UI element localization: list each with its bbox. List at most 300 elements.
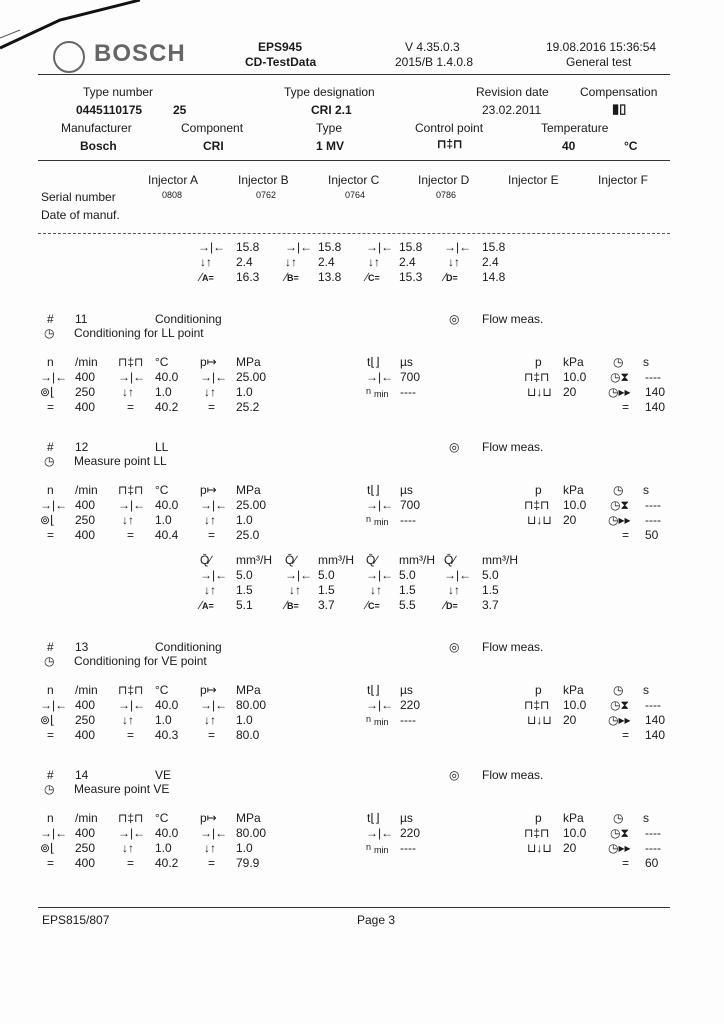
control-pressure-icon: ⊓‡⊓ (524, 370, 550, 384)
seconds-actual: 50 (645, 528, 659, 542)
temperature-value: 40 (562, 139, 576, 153)
speed-actual: 400 (75, 856, 96, 870)
speed-nominal: 400 (75, 698, 96, 712)
step-hash: # (47, 312, 54, 326)
pump-icon: ⊚⌊ (40, 385, 55, 399)
injector-letter: D= (446, 601, 458, 611)
injector-letter: A= (202, 601, 214, 611)
seconds-unit: s (643, 811, 649, 825)
summary-nominal-d: 15.8 (482, 240, 506, 254)
pulse-time-icon: t⌊⌋ (367, 683, 380, 697)
speed-unit: /min (75, 683, 98, 697)
speed-label: n (47, 683, 54, 697)
hourglass-icon: ◷⧗ (610, 826, 629, 840)
manufacturer-label: Manufacturer (61, 121, 132, 135)
pulse-time-nominal: 220 (400, 826, 421, 840)
injector-b-header: Injector B (238, 173, 289, 187)
revision-date-label: Revision date (476, 85, 549, 99)
pressure-unit: MPa (236, 355, 261, 369)
tolerance-icon: ↓↑ (448, 255, 460, 269)
equals-sign: = (127, 400, 135, 414)
clock-icon: ◷ (613, 683, 624, 697)
range-icon: →|← (200, 370, 228, 384)
temperature-unit: °C (624, 139, 638, 153)
pump-icon: ⊚⌊ (40, 713, 55, 727)
compensation-icon: ▮▯ (612, 101, 627, 116)
equals-sign: = (47, 528, 55, 542)
step-number: 12 (75, 440, 89, 454)
step-icon: ◷ (44, 782, 55, 796)
measured-icon: ∕ (444, 598, 447, 612)
rate-min-label: min (374, 517, 389, 527)
seconds-nominal: ---- (645, 370, 661, 384)
flow-tolerance: 1.5 (482, 583, 499, 597)
equals-sign: = (127, 728, 135, 742)
equals-sign: = (622, 856, 630, 870)
pressure-actual: 80.0 (236, 728, 260, 742)
equals-sign: = (208, 728, 216, 742)
temperature-nominal: 40.0 (155, 698, 179, 712)
flow-meas-label: Flow meas. (482, 312, 544, 326)
temperature-unit: °C (155, 355, 169, 369)
flow-quantity-unit: mm³/H (318, 553, 354, 567)
pressure-tolerance: 1.0 (236, 713, 253, 727)
pressure-icon: p↦ (200, 483, 217, 497)
pressure-unit: MPa (236, 811, 261, 825)
pressure-tolerance: 1.0 (236, 513, 253, 527)
flow-actual: 3.7 (482, 598, 499, 612)
flow-meas-icon: ◎ (449, 440, 460, 454)
control-point-label: Control point (415, 121, 484, 135)
measured-icon: ∕ (200, 270, 203, 284)
temperature-label: Temperature (541, 121, 609, 135)
step-description: Conditioning for VE point (74, 654, 207, 668)
range-icon: →|← (366, 826, 394, 840)
pulse-time-tolerance: ---- (400, 513, 416, 527)
summary-letter-c: C= (368, 273, 380, 283)
equals-sign: = (47, 856, 55, 870)
summary-tolerance-a: 2.4 (236, 255, 253, 269)
date-of-manuf-label: Date of manuf. (41, 208, 120, 222)
type-number-suffix: 25 (173, 103, 187, 117)
injector-c-header: Injector C (328, 173, 380, 187)
kpa-tolerance: 20 (563, 513, 577, 527)
pressure-kpa-unit: kPa (563, 355, 584, 369)
tolerance-icon: ↓↑ (448, 583, 460, 597)
pump-icon: ⊚⌊ (40, 513, 55, 527)
pressure-icon: p↦ (200, 683, 217, 697)
injector-divider (38, 233, 670, 234)
range-icon: →|← (366, 498, 394, 512)
rate-min-label: min (374, 845, 389, 855)
speed-unit: /min (75, 811, 98, 825)
temperature-nominal: 40.0 (155, 498, 179, 512)
summary-letter-d: D= (446, 273, 458, 283)
flow-nominal: 5.0 (318, 568, 335, 582)
type-designation-label: Type designation (284, 85, 375, 99)
fast-forward-icon: ◷▸▸ (608, 713, 631, 727)
temperature-unit: °C (155, 811, 169, 825)
range-icon: →|← (366, 370, 394, 384)
pressure-tolerance: 1.0 (236, 385, 253, 399)
pressure-actual: 79.9 (236, 856, 260, 870)
flow-nominal: 5.0 (482, 568, 499, 582)
speed-actual: 400 (75, 528, 96, 542)
print-datetime: 19.08.2016 15:36:54 (546, 40, 657, 54)
tolerance-icon: ↓↑ (204, 513, 216, 527)
speed-tolerance: 250 (75, 713, 96, 727)
return-pressure-icon: ⊔↓⊔ (527, 385, 552, 399)
summary-tolerance-b: 2.4 (318, 255, 335, 269)
return-pressure-icon: ⊔↓⊔ (527, 513, 552, 527)
speed-label: n (47, 355, 54, 369)
compensation-label: Compensation (580, 85, 658, 99)
software-version: V 4.35.0.3 (405, 40, 460, 54)
seconds-unit: s (643, 483, 649, 497)
manufacturer: Bosch (80, 139, 117, 153)
temperature-tolerance: 1.0 (155, 513, 172, 527)
type-label: Type (316, 121, 343, 135)
equals-sign: = (622, 400, 630, 414)
step-description: Measure point LL (74, 454, 167, 468)
flow-injector-letter (444, 598, 458, 612)
step-hash: # (47, 640, 54, 654)
step-description: Conditioning for LL point (74, 326, 204, 340)
fast-forward-icon: ◷▸▸ (608, 841, 631, 855)
range-icon: →|← (366, 568, 394, 582)
step-name: Conditioning (155, 312, 222, 326)
control-pressure-icon: ⊓‡⊓ (524, 498, 550, 512)
time-unit: µs (400, 355, 413, 369)
summary-letter-a: A= (202, 273, 214, 283)
speed-actual: 400 (75, 728, 96, 742)
control-pressure-icon: ⊓‡⊓ (524, 698, 550, 712)
pulse-time-icon: t⌊⌋ (367, 355, 380, 369)
range-icon: →|← (40, 826, 68, 840)
equals-sign: = (208, 528, 216, 542)
control-point-icon: ⊓‡⊓ (437, 137, 463, 151)
range-icon: →|← (40, 370, 68, 384)
step-hash: # (47, 440, 54, 454)
seconds-unit: s (643, 355, 649, 369)
tolerance-icon: ↓↑ (122, 385, 134, 399)
pump-icon: ⊚⌊ (40, 841, 55, 855)
speed-nominal: 400 (75, 826, 96, 840)
rate-n-label: n (366, 514, 372, 524)
speed-tolerance: 250 (75, 385, 96, 399)
clock-icon: ◷ (613, 811, 624, 825)
pressure-kpa-unit: kPa (563, 683, 584, 697)
temperature-icon: ⊓‡⊓ (118, 811, 144, 825)
speed-unit: /min (75, 483, 98, 497)
kpa-nominal: 10.0 (563, 698, 587, 712)
equals-sign: = (47, 728, 55, 742)
flow-tolerance: 1.5 (399, 583, 416, 597)
pressure-nominal: 80.00 (236, 698, 267, 712)
temperature-nominal: 40.0 (155, 826, 179, 840)
seconds-nominal: ---- (645, 826, 661, 840)
serial-b: 0762 (256, 190, 277, 200)
revision-date: 23.02.2011 (482, 103, 542, 117)
pulse-time-tolerance: ---- (400, 841, 416, 855)
equals-sign: = (208, 400, 216, 414)
step-icon: ◷ (44, 326, 55, 340)
step-name: LL (155, 440, 169, 454)
rate-n-label: n (366, 386, 372, 396)
rate-min-label: min (374, 717, 389, 727)
pressure-tolerance: 1.0 (236, 841, 253, 855)
speed-nominal: 400 (75, 370, 96, 384)
equals-sign: = (622, 728, 630, 742)
flow-meas-label: Flow meas. (482, 640, 544, 654)
rate-n-label: n (366, 842, 372, 852)
kpa-nominal: 10.0 (563, 826, 587, 840)
tolerance-icon: ↓↑ (200, 255, 212, 269)
seconds-tolerance: ---- (645, 841, 661, 855)
temperature-actual: 40.2 (155, 400, 179, 414)
type-value: 1 MV (316, 139, 345, 153)
speed-nominal: 400 (75, 498, 96, 512)
range-icon: →|← (40, 698, 68, 712)
flow-injector-letter (366, 598, 380, 612)
kpa-nominal: 10.0 (563, 370, 587, 384)
range-icon: →|← (118, 498, 146, 512)
product-subtitle: CD-TestData (245, 55, 317, 69)
measured-icon: ∕ (285, 598, 288, 612)
pressure-kpa-unit: kPa (563, 811, 584, 825)
step-number: 13 (75, 640, 89, 654)
temperature-tolerance: 1.0 (155, 385, 172, 399)
flow-injector-letter (285, 598, 299, 612)
summary-actual-b: 13.8 (318, 270, 342, 284)
flow-actual: 3.7 (318, 598, 335, 612)
brand-name: BOSCH (94, 40, 186, 67)
pressure-p-label: p (535, 355, 542, 369)
flow-quantity-unit: mm³/H (399, 553, 435, 567)
type-designation: CRI 2.1 (311, 103, 352, 117)
pressure-icon: p↦ (200, 355, 217, 369)
hourglass-icon: ◷⧗ (610, 498, 629, 512)
seconds-tolerance: ---- (645, 513, 661, 527)
seconds-unit: s (643, 683, 649, 697)
pressure-p-label: p (535, 811, 542, 825)
tolerance-icon: ↓↑ (204, 583, 216, 597)
speed-label: n (47, 811, 54, 825)
measured-icon: ∕ (444, 270, 447, 284)
pulse-time-tolerance: ---- (400, 713, 416, 727)
equals-sign: = (622, 528, 630, 542)
range-icon: →|← (285, 568, 313, 582)
equals-sign: = (208, 856, 216, 870)
type-number-label: Type number (83, 85, 154, 99)
range-icon: →|← (118, 698, 146, 712)
temperature-tolerance: 1.0 (155, 841, 172, 855)
summary-nominal-a: 15.8 (236, 240, 260, 254)
range-icon: →|← (200, 826, 228, 840)
flow-actual: 5.5 (399, 598, 416, 612)
range-icon: →|← (366, 240, 394, 254)
seconds-tolerance: 140 (645, 385, 666, 399)
bosch-logo-icon (53, 41, 85, 73)
seconds-nominal: ---- (645, 698, 661, 712)
pulse-time-tolerance: ---- (400, 385, 416, 399)
temperature-icon: ⊓‡⊓ (118, 683, 144, 697)
pulse-time-nominal: 220 (400, 698, 421, 712)
summary-nominal-b: 15.8 (318, 240, 342, 254)
flow-meas-icon: ◎ (449, 312, 460, 326)
flow-nominal: 5.0 (399, 568, 416, 582)
step-name: Conditioning (155, 640, 222, 654)
injector-d-header: Injector D (418, 173, 470, 187)
step-number: 11 (75, 312, 88, 326)
tolerance-icon: ↓↑ (122, 841, 134, 855)
step-description: Measure point VE (74, 782, 170, 796)
fast-forward-icon: ◷▸▸ (608, 513, 631, 527)
flow-quantity-icon: Q̄∕ (200, 553, 212, 567)
summary-letter-b: B= (287, 273, 299, 283)
tolerance-icon: ↓↑ (122, 713, 134, 727)
measured-icon: ∕ (366, 270, 369, 284)
page-number: Page 3 (357, 913, 396, 927)
injector-letter: C= (368, 601, 380, 611)
rate-min-label: min (374, 389, 389, 399)
tolerance-icon: ↓↑ (368, 255, 380, 269)
pressure-unit: MPa (236, 483, 261, 497)
speed-tolerance: 250 (75, 841, 96, 855)
step-hash: # (47, 768, 54, 782)
serial-d: 0786 (436, 190, 457, 200)
fast-forward-icon: ◷▸▸ (608, 385, 631, 399)
summary-actual-a: 16.3 (236, 270, 260, 284)
flow-quantity-icon: Q̄∕ (444, 553, 456, 567)
range-icon: →|← (285, 240, 313, 254)
range-icon: →|← (444, 568, 472, 582)
flow-tolerance: 1.5 (318, 583, 335, 597)
flow-quantity-icon: Q̄∕ (366, 553, 378, 567)
time-unit: µs (400, 683, 413, 697)
range-icon: →|← (200, 498, 228, 512)
flow-injector-letter (200, 598, 214, 612)
temperature-actual: 40.2 (155, 856, 179, 870)
footer-divider (38, 907, 670, 908)
range-icon: →|← (200, 568, 228, 582)
seconds-actual: 140 (645, 400, 666, 414)
measured-icon: ∕ (200, 598, 203, 612)
temperature-nominal: 40.0 (155, 370, 179, 384)
summary-actual-d: 14.8 (482, 270, 506, 284)
step-number: 14 (75, 768, 89, 782)
flow-nominal: 5.0 (236, 568, 253, 582)
pressure-nominal: 25.00 (236, 370, 267, 384)
flow-meas-icon: ◎ (449, 640, 460, 654)
seconds-tolerance: 140 (645, 713, 666, 727)
temperature-actual: 40.4 (155, 528, 179, 542)
rate-n-label: n (366, 714, 372, 724)
step-icon: ◷ (44, 654, 55, 668)
range-icon: →|← (118, 826, 146, 840)
kpa-tolerance: 20 (563, 385, 577, 399)
time-unit: µs (400, 811, 413, 825)
summary-actual-c: 15.3 (399, 270, 423, 284)
serial-c: 0764 (345, 190, 366, 200)
tolerance-icon: ↓↑ (370, 583, 382, 597)
seconds-actual: 60 (645, 856, 659, 870)
pulse-time-icon: t⌊⌋ (367, 483, 380, 497)
temperature-icon: ⊓‡⊓ (118, 483, 144, 497)
range-icon: →|← (366, 698, 394, 712)
step-icon: ◷ (44, 454, 55, 468)
footer-left: EPS815/807 (42, 913, 110, 927)
tolerance-icon: ↓↑ (204, 841, 216, 855)
pulse-time-nominal: 700 (400, 370, 421, 384)
serial-number-label: Serial number (41, 190, 116, 204)
tolerance-icon: ↓↑ (122, 513, 134, 527)
return-pressure-icon: ⊔↓⊔ (527, 841, 552, 855)
control-pressure-icon: ⊓‡⊓ (524, 826, 550, 840)
pulse-time-nominal: 700 (400, 498, 421, 512)
flow-quantity-unit: mm³/H (236, 553, 272, 567)
injector-a-header: Injector A (148, 173, 199, 187)
flow-tolerance: 1.5 (236, 583, 253, 597)
speed-label: n (47, 483, 54, 497)
speed-tolerance: 250 (75, 513, 96, 527)
equals-sign: = (127, 856, 135, 870)
equals-sign: = (127, 528, 135, 542)
temperature-tolerance: 1.0 (155, 713, 172, 727)
pressure-unit: MPa (236, 683, 261, 697)
equals-sign: = (47, 400, 55, 414)
injector-f-header: Injector F (598, 173, 649, 187)
kpa-tolerance: 20 (563, 713, 577, 727)
summary-nominal-c: 15.8 (399, 240, 423, 254)
flow-quantity-icon: Q̄∕ (285, 553, 297, 567)
hourglass-icon: ◷⧗ (610, 370, 629, 384)
clock-icon: ◷ (613, 355, 624, 369)
pressure-actual: 25.0 (236, 528, 260, 542)
clock-icon: ◷ (613, 483, 624, 497)
measured-icon: ∕ (285, 270, 288, 284)
test-type: General test (566, 55, 632, 69)
time-unit: µs (400, 483, 413, 497)
header-divider (38, 74, 670, 75)
summary-tolerance-d: 2.4 (482, 255, 499, 269)
hourglass-icon: ◷⧗ (610, 698, 629, 712)
speed-actual: 400 (75, 400, 96, 414)
tolerance-icon: ↓↑ (285, 255, 297, 269)
tolerance-icon: ↓↑ (289, 583, 301, 597)
pressure-nominal: 25.00 (236, 498, 267, 512)
temperature-actual: 40.3 (155, 728, 179, 742)
kpa-nominal: 10.0 (563, 498, 587, 512)
type-number: 0445110175 (76, 103, 143, 117)
injector-letter: B= (287, 601, 299, 611)
temperature-unit: °C (155, 483, 169, 497)
temperature-unit: °C (155, 683, 169, 697)
tolerance-icon: ↓↑ (204, 385, 216, 399)
flow-meas-label: Flow meas. (482, 440, 544, 454)
seconds-nominal: ---- (645, 498, 661, 512)
tolerance-icon: ↓↑ (204, 713, 216, 727)
flow-actual: 5.1 (236, 598, 253, 612)
flow-meas-label: Flow meas. (482, 768, 544, 782)
product-name: EPS945 (258, 40, 303, 54)
measured-icon: ∕ (366, 598, 369, 612)
kpa-tolerance: 20 (563, 841, 577, 855)
pulse-time-icon: t⌊⌋ (367, 811, 380, 825)
component: CRI (203, 139, 224, 153)
range-icon: →|← (40, 498, 68, 512)
temperature-icon: ⊓‡⊓ (118, 355, 144, 369)
